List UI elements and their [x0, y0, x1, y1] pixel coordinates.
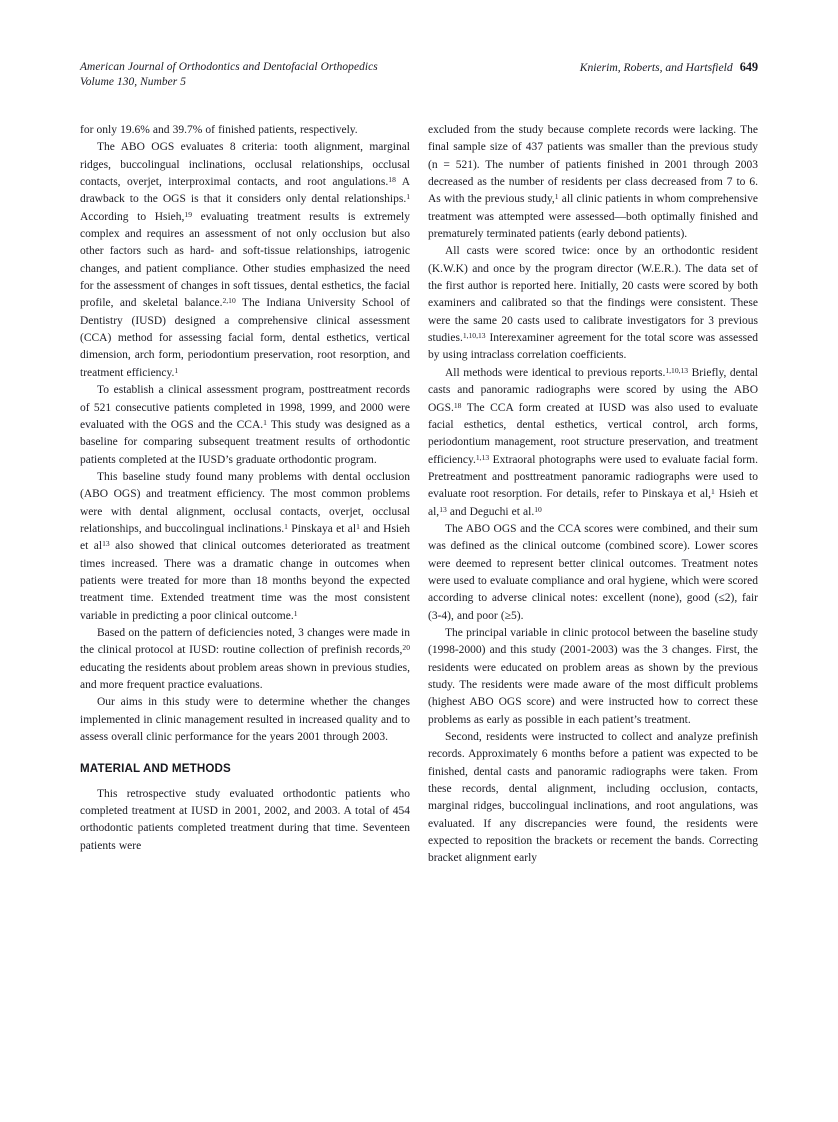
- reference-superscript: 18: [453, 400, 462, 410]
- reference-superscript: 1: [554, 192, 559, 202]
- column-left: [80, 122, 410, 1042]
- paragraph-abo-ogs-criteria: The ABO OGS evaluates 8 criteria: tooth alignment, marginal ridges, buccolingual inclinations, occlusal relationships, occlusal contacts, overjet, interproximal contacts, and root angulations.$^{18}$ A drawback to the OGS is that it considers only dental relationships.$^1$ According to Hsieh,$^{19}$ evaluating treatment results is extremely complex and requires an assessment of not only occlusion but also other factors such as hard- and soft-tissue relationships, iatrogenic changes, and patient compliance. Other studies emphasized the need for the assessment of changes in soft tissues, dental esthetics, the facial profile, and skeletal balance.$^{2,10}$ The Indiana University School of Dentistry (IUSD) designed a comprehensive clinical assessment (CCA) method for assessing facial form, dental esthetics, vertical dimension, arch form, periodontium preservation, root resorption, and treatment efficiency.$^1$: [80, 141, 411, 379]
- section-heading-space-below: [80, 778, 410, 786]
- paragraph-methods-identical: All methods were identical to previous reports.$^{1,10,13}$ Briefly, dental casts and panoramic radiographs were scored by using the ABO OGS.$^{18}$ The CCA form created at IUSD was also used to evaluate facial esthetics, dental esthetics, vertical control, arch forms, periodontium management, root structure preservation, and treatment efficiency.$^{1,13}$ Extraoral photographs were used to evaluate facial form. Pretreatment and posttreatment panoramic radiographs were used to evaluate root resorption. For details, refer to Pinskaya et al,$^1$ Hsieh et al,$^{13}$ and Deguchi et al.$^{10}$: [428, 365, 759, 518]
- column-right: [428, 122, 758, 1042]
- reference-superscript: 1: [356, 521, 360, 531]
- paragraph-prefinish-records: Second, residents were instructed to collect and analyze prefinish records. Approximately 6 months before a patient was expected to be finished, dental casts and panoramic radiographs were taken. From these records, dental alignment, including occlusion, contacts, marginal ridges, buccolingual inclinations, and root angulations, was evaluated. If any discrepancies were found, the residents were expected to reposition the brackets or recement the bands. Correcting bracket alignment early: [428, 731, 758, 865]
- paragraph-baseline-study-findings: This baseline study found many problems with dental occlusion (ABO OGS) and treatment efficiency. The most common problems were with dental alignment, occlusal contacts, overjet, occlusal relationships, and buccolingual inclinations.$^1$ Pinskaya et $al^1$ and Hsieh et $al^{13}$ also showed that clinical outcomes deteriorated as treatment times increased. There was a dramatic change in outcomes when patients were treated for more than 18 months beyond the expected treatment time. Extended treatment time was the most consistent variable in predicting a poor clinical outcome.$^1$: [80, 470, 410, 622]
- paragraph-sample-size: excluded from the study because complete records were lacking. The final sample size of 437 patients was smaller than the previous study (n = 521). The number of patients finished in 2001 through 2003 decreased as the number of residents per class decreased from 7 to 6. As with the previous study,$^1$ all clinic patients in whom comprehensive treatment was attempted were assessed—both optimally finished and prematurely terminated patients (early debond patients).: [428, 124, 758, 241]
- paragraph-clinical-assessment-program: To establish a clinical assessment program, posttreatment records of 521 consecutive patients completed in 1998, 1999, and 2000 were evaluated with the OGS and the CCA.$^1$ This study was designed as a baseline for comparing subsequent treatment results of orthodontic patients completed at the IUSD’s graduate orthodontic program.: [80, 384, 410, 466]
- reference-superscript: 2,10: [222, 296, 236, 306]
- reference-superscript: 1: [284, 521, 288, 531]
- body-columns: [80, 122, 758, 1042]
- reference-superscript: 10: [534, 504, 542, 514]
- paragraph-principal-variable: The principal variable in clinic protocol between the baseline study (1998-2000) and this study (2001-2003) was the 3 changes. First, the residents were educated on problem areas as shown by the previous study. The residents were made aware of the most difficult problems (highest ABO OGS score) and were instructed how to correct these problems as early as possible in each patient’s treatment.: [428, 626, 758, 726]
- page-number: 649: [739, 60, 758, 74]
- paragraph-combined-score: The ABO OGS and the CCA scores were combined, and their sum was defined as the clinical outcome (combined score). Lower scores were deemed to represent better clinical outcomes. Treatment notes were used to evaluate compliance and oral hygiene, which were scored according to adverse clinical notes: excellent (none), good (≤2), fair (3-4), and poor (≥5).: [428, 522, 758, 622]
- paragraph-study-aims: Our aims in this study were to determine whether the changes implemented in clinic management resulted in increased quality and to assess overall clinic performance for the years 2001 through 2003.: [80, 696, 410, 744]
- running-head-journal: [80, 60, 378, 90]
- running-head-authors-folio: [580, 60, 758, 75]
- reference-superscript: 1,10,13: [665, 365, 689, 375]
- reference-superscript: 1: [406, 192, 410, 202]
- reference-superscript: 1: [263, 417, 267, 427]
- reference-superscript: 20: [402, 643, 410, 653]
- paragraph-retrospective-study: This retrospective study evaluated orthodontic patients who completed treatment at IUSD in 2001, 2002, and 2003. A total of 454 orthodontic patients completed treatment during that time. Seventeen patients were: [80, 787, 410, 852]
- journal-title: American Journal of Orthodontics and Dentofacial Orthopedics: [80, 61, 378, 73]
- reference-superscript: 18: [388, 174, 396, 184]
- section-heading-material-and-methods: MATERIAL AND METHODS: [80, 762, 231, 776]
- paragraph-cast-scoring: All casts were scored twice: once by an orthodontic resident (K.W.K) and once by the program director (W.E.R.). The data set of the first author is reported here. Initially, 20 casts were scored by both examiners and calibrated so that the findings were consistent. These were the same 20 casts used to calibrate investigators for 3 previous studies.$^{1,10,13}$ Interexaminer agreement for the total score was assessed by using intraclass correlation coefficients.: [428, 245, 758, 362]
- paragraph-continued-percentages: for only 19.6% and 39.7% of finished patients, respectively.: [80, 124, 358, 136]
- section-heading-space-above: [80, 746, 410, 760]
- reference-superscript: 1: [293, 608, 298, 618]
- reference-superscript: 13: [102, 539, 110, 549]
- reference-superscript: 1: [711, 487, 715, 497]
- reference-superscript: 1: [174, 365, 179, 375]
- journal-volume-issue: Volume 130, Number 5: [80, 76, 187, 89]
- reference-superscript: 1,13: [475, 452, 490, 462]
- reference-superscript: 19: [184, 209, 192, 219]
- author-names: Knierim, Roberts, and Hartsfield: [579, 61, 733, 74]
- reference-superscript: 13: [439, 504, 447, 514]
- paragraph-three-protocol-changes: Based on the pattern of deficiencies noted, 3 changes were made in the clinical protocol at IUSD: routine collection of prefinish records,$^{20}$ educating the residents about problem areas shown in previous studies, and more frequent practice evaluations.: [80, 626, 410, 691]
- reference-superscript: 1,10,13: [462, 330, 486, 340]
- running-head: [80, 60, 758, 90]
